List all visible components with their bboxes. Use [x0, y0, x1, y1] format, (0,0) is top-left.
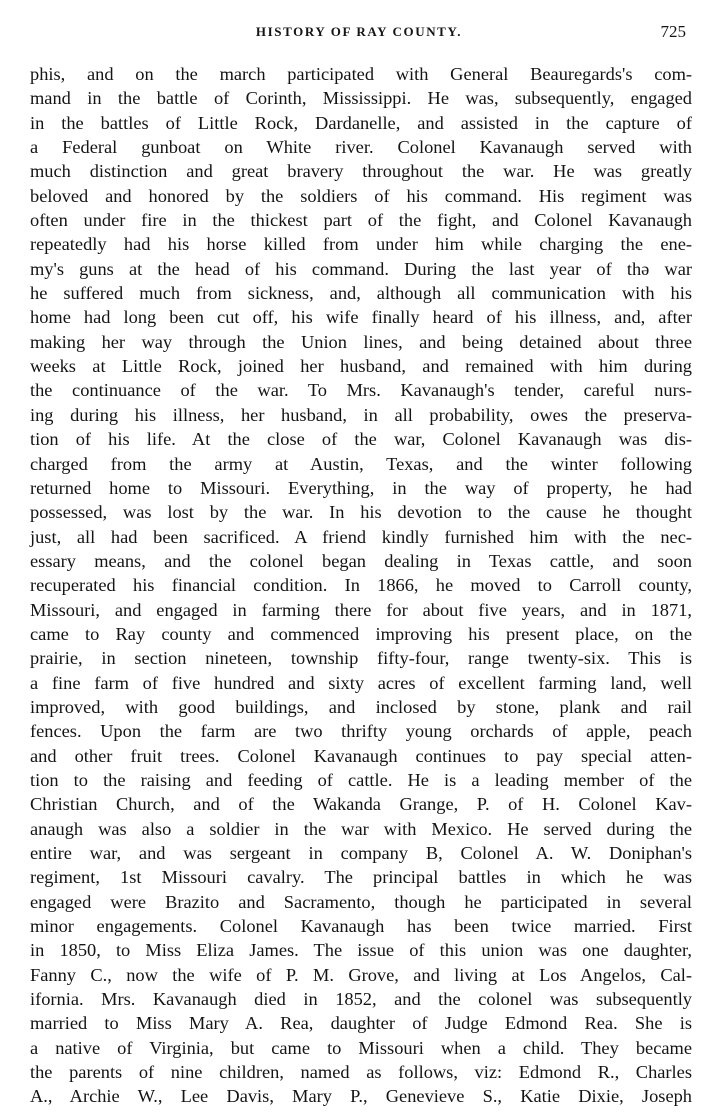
- text-line: Christian Church, and of the Wakanda Grange, P. of H. Colonel Kav-: [30, 794, 692, 815]
- text-line: mand in the battle of Corinth, Mississippi. He was, subsequently, engaged: [30, 88, 692, 109]
- text-line: essary means, and the colonel began dealing in Texas cattle, and soon: [30, 550, 692, 571]
- text-line: improved, with good buildings, and inclosed by stone, plank and rail: [30, 696, 692, 717]
- text-line: Fanny C., now the wife of P. M. Grove, and living at Los Angelos, Cal-: [30, 964, 692, 985]
- page-number: 725: [660, 22, 686, 41]
- text-line: prairie, in section nineteen, township fifty-four, range twenty-six. This is: [30, 648, 692, 669]
- text-line: home had long been cut off, his wife finally heard of his illness, and, after: [30, 307, 692, 328]
- text-line: phis, and on the march participated with General Beauregards's com-: [30, 64, 692, 84]
- running-head: [0, 22, 718, 44]
- body-text: [30, 62, 692, 1109]
- text-line: he suffered much from sickness, and, although all communication with his: [30, 283, 692, 304]
- text-line: regiment, 1st Missouri cavalry. The principal battles in which he was: [30, 867, 692, 888]
- text-line: recuperated his financial condition. In 1866, he moved to Carroll county,: [30, 575, 692, 596]
- text-line: much distinction and great bravery throughout the war. He was greatly: [30, 161, 692, 182]
- text-line: my's guns at the head of his command. During the last year of thə war: [30, 258, 692, 279]
- text-line: tion of his life. At the close of the war, Colonel Kavanaugh was dis-: [30, 429, 692, 450]
- text-line: making her way through the Union lines, and being detained about three: [30, 331, 692, 352]
- text-line: anaugh was also a soldier in the war with Mexico. He served during the: [30, 818, 692, 839]
- text-line: and other fruit trees. Colonel Kavanaugh continues to pay special atten-: [30, 745, 692, 766]
- text-line: weeks at Little Rock, joined her husband, and remained with him during: [30, 356, 692, 377]
- text-line: repeatedly had his horse killed from under him while charging the ene-: [30, 234, 692, 255]
- text-line: beloved and honored by the soldiers of his command. His regiment was: [30, 185, 692, 206]
- text-line: a Federal gunboat on White river. Colonel Kavanaugh served with: [30, 137, 692, 158]
- text-line: a native of Virginia, but came to Missouri when a child. They became: [30, 1037, 692, 1058]
- text-line: ing during his illness, her husband, in all probability, owes the preserva-: [30, 404, 692, 425]
- text-line: returned home to Missouri. Everything, in the way of property, he had: [30, 477, 692, 498]
- text-line: often under fire in the thickest part of the fight, and Colonel Kavanaugh: [30, 210, 692, 231]
- text-line: A., Archie W., Lee Davis, Mary P., Genevieve S., Katie Dixie, Joseph: [30, 1086, 692, 1107]
- text-line: minor engagements. Colonel Kavanaugh has been twice married. First: [30, 916, 692, 937]
- text-line: in 1850, to Miss Eliza James. The issue of this union was one daughter,: [30, 940, 692, 961]
- text-line: just, all had been sacrificed. A friend kindly furnished him with the nec-: [30, 526, 692, 547]
- text-line: the parents of nine children, named as follows, viz: Edmond R., Charles: [30, 1062, 692, 1083]
- text-line: in the battles of Little Rock, Dardanelle, and assisted in the capture of: [30, 112, 692, 133]
- text-line: Missouri, and engaged in farming there for about five years, and in 1871,: [30, 599, 692, 620]
- text-line: possessed, was lost by the war. In his devotion to the cause he thought: [30, 502, 692, 523]
- text-line: the continuance of the war. To Mrs. Kavanaugh's tender, careful nurs-: [30, 380, 692, 401]
- text-line: ifornia. Mrs. Kavanaugh died in 1852, and the colonel was subsequently: [30, 989, 692, 1010]
- text-line: came to Ray county and commenced improving his present place, on the: [30, 623, 692, 644]
- text-line: entire war, and was sergeant in company B, Colonel A. W. Doniphan's: [30, 843, 692, 863]
- text-line: married to Miss Mary A. Rea, daughter of Judge Edmond Rea. She is: [30, 1013, 692, 1034]
- running-title: HISTORY OF RAY COUNTY.: [255, 24, 463, 39]
- text-line: engaged were Brazito and Sacramento, though he participated in several: [30, 891, 692, 912]
- text-line: charged from the army at Austin, Texas, and the winter following: [30, 453, 692, 474]
- text-line: fences. Upon the farm are two thrifty young orchards of apple, peach: [30, 721, 692, 742]
- text-line: a fine farm of five hundred and sixty acres of excellent farming land, well: [30, 672, 692, 693]
- text-line: tion to the raising and feeding of cattle. He is a leading member of the: [30, 769, 692, 790]
